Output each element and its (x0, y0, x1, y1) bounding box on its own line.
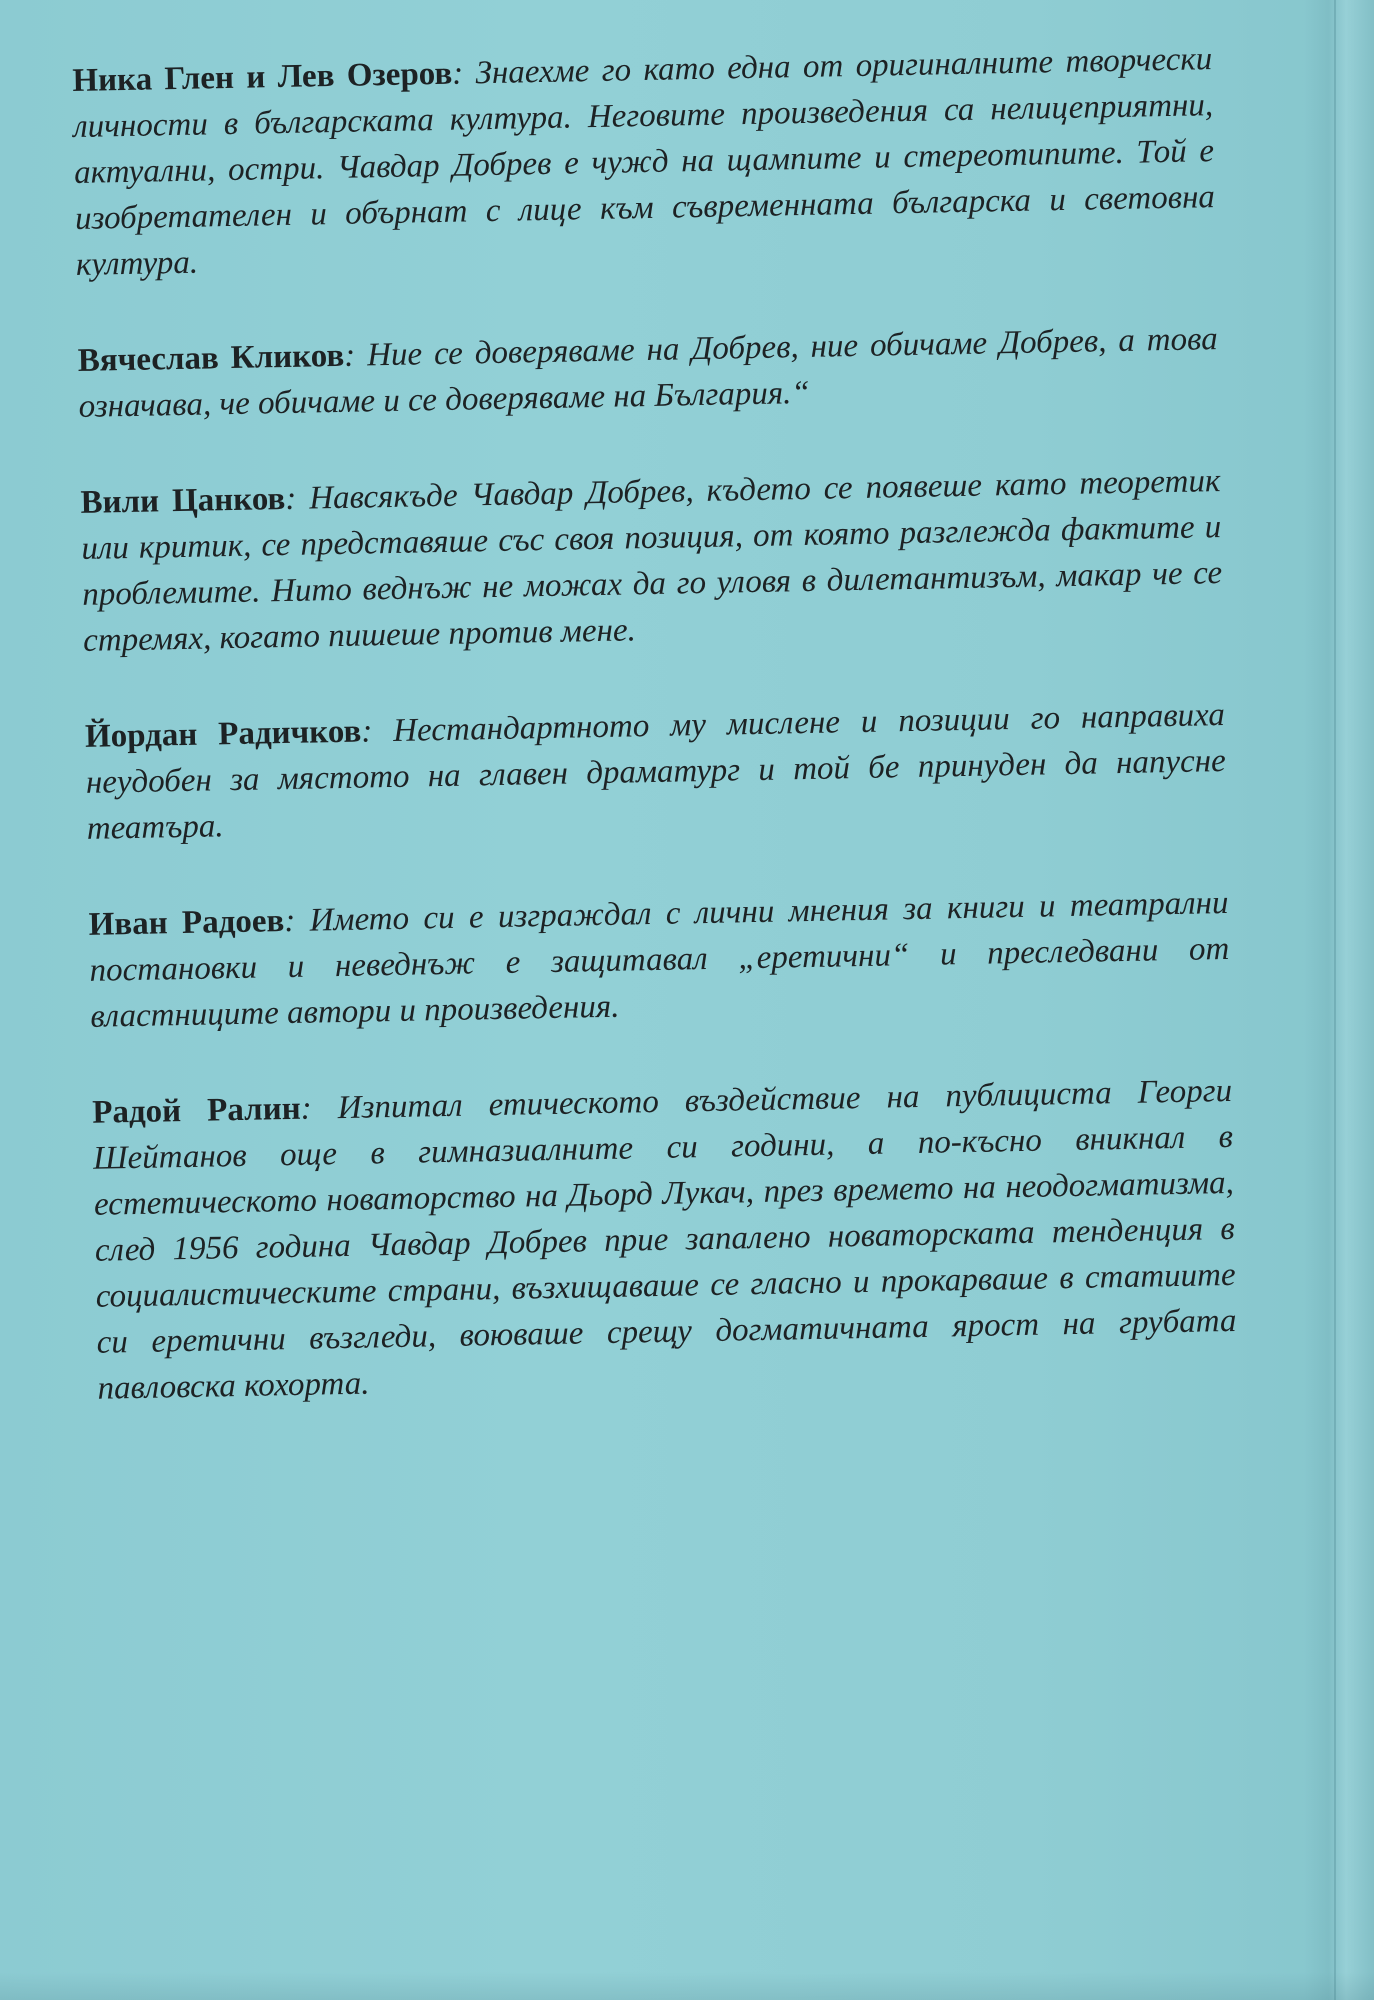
quote-text: Изпитал етическото въздействие на публициста Георги Шейтанов още в гимназиалните си години, а по-късно вникнал в естетическото новаторство на Дьорд Лукач, през времето на неодогматизма, след 1956 година Чавдар Добрев прие запалено новаторската тенденция в социалистическите страни, възхищаваше се гласно и прокарваше в статиите си еретични възгледи, воюваше срещу догматичната ярост на грубата павловска кохорта. (92, 1072, 1237, 1407)
quote-text: Нестандартното му мислене и позиции го направиха неудобен за мястото на главен драматург и той бе принуден да напусне театъра. (85, 696, 1227, 847)
quote-author: Ника Глен и Лев Озеров (72, 55, 453, 99)
quote-text: Името си е изграждал с лични мнения за книги и театрални постановки и неведнъж е защитавал „еретични“ и преследвани от властниците автори и произведения. (89, 884, 1230, 1035)
spine-shadow (1304, 0, 1374, 2000)
quote-separator: : (343, 337, 356, 374)
bottom-edge-shadow (0, 1972, 1374, 2000)
quote-separator: : (283, 902, 296, 940)
quote-text: Навсякъде Чавдар Добрев, където се появеше като теоретик или критик, се представяше със своя позиция, от която разглежда фактите и проблемите. Нито веднъж не можах да го уловя в дилетантизъм, макар че се стремях, когато пишеше против мене. (81, 463, 1223, 659)
quote-author: Иван Радоев (88, 903, 285, 943)
quote-paragraph (88, 880, 1230, 1040)
quote-separator: : (451, 55, 464, 92)
quote-text: Знаехме го като една от оригиналните творчески личности в българската култура. Неговите произведения са нелицеприятни, актуални, остри. Чавдар Добрев е чужд на щампите и стереотипите. Той е изобретателен и обърнат с лице към съвременната българска и световна култура. (72, 41, 1216, 283)
quote-author: Вили Цанков (80, 480, 286, 521)
quote-paragraph (85, 692, 1227, 852)
quote-author: Йордан Радичков (84, 713, 362, 755)
quote-author: Вячеслав Кликов (77, 337, 345, 379)
quote-separator: : (300, 1090, 312, 1127)
quote-author: Радой Ралин (91, 1090, 301, 1131)
quote-paragraph (77, 316, 1219, 430)
quote-text: Ние се доверяваме на Добрев, ние обичаме Добрев, а това означава, че обичаме и се доверяваме на България.“ (78, 321, 1218, 425)
quote-separator: : (360, 713, 373, 750)
quotes-block (72, 36, 1239, 1462)
quote-paragraph (72, 36, 1216, 288)
quote-separator: : (284, 480, 297, 517)
quote-paragraph (80, 458, 1223, 664)
spine-fold-line (1334, 0, 1336, 2000)
quote-paragraph (92, 1068, 1238, 1412)
